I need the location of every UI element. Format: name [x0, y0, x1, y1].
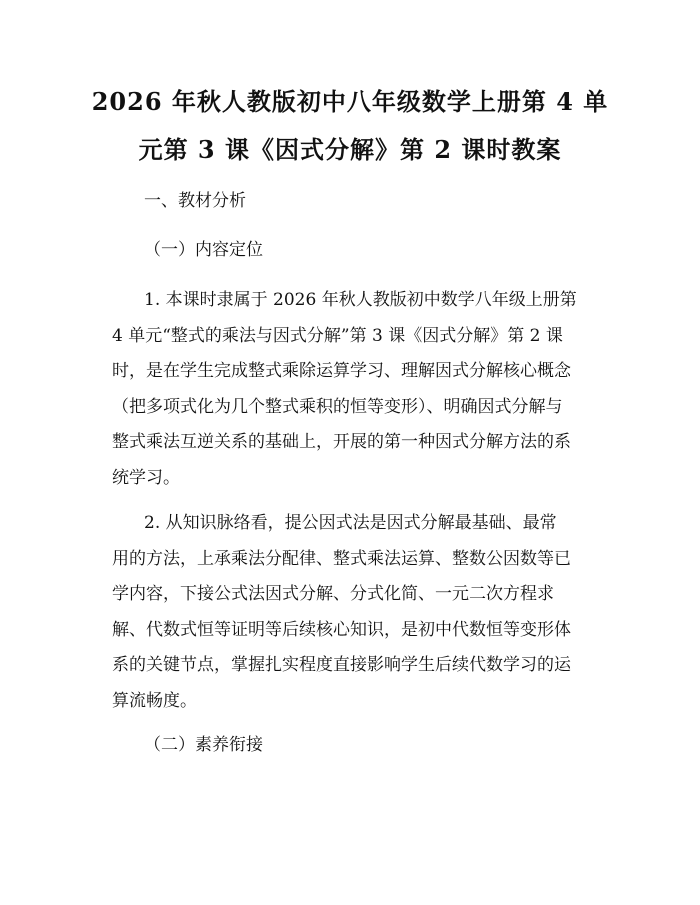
paragraph-line: 1. 本课时隶属于 2026 年秋人教版初中数学八年级上册第	[144, 290, 577, 310]
paragraph-line: （把多项式化为几个整式乘积的恒等变形）、明确因式分解与	[112, 396, 563, 417]
subsection-heading-competency-link: （二）素养衔接	[144, 735, 263, 755]
paragraph-knowledge-context	[112, 506, 604, 720]
document-title-line-1: 2026 年秋人教版初中八年级数学上册第 4 单	[91, 87, 609, 116]
section-heading-textbook-analysis: 一、教材分析	[144, 191, 246, 211]
document-title-line-2: 元第 3 课《因式分解》第 2 课时教案	[138, 135, 562, 164]
paragraph-line: 2. 从知识脉络看，提公因式法是因式分解最基础、最常	[144, 513, 557, 533]
subsection-heading-content-positioning: （一）内容定位	[144, 240, 263, 260]
paragraph-line: 4 单元“整式的乘法与因式分解”第 3 课《因式分解》第 2 课	[112, 325, 563, 346]
paragraph-line: 算流畅度。	[112, 690, 197, 711]
paragraph-line: 统学习。	[112, 467, 180, 488]
paragraph-line: 时，是在学生完成整式乘除运算学习、理解因式分解核心概念	[112, 361, 571, 382]
paragraph-line: 学内容，下接公式法因式分解、分式化简、一元二次方程求	[112, 584, 554, 605]
paragraph-content-positioning	[112, 283, 604, 497]
paragraph-line: 系的关键节点，掌握扎实程度直接影响学生后续代数学习的运	[112, 655, 571, 676]
paragraph-line: 用的方法，上承乘法分配律、整式乘法运算、整数公因数等已	[112, 548, 571, 569]
paragraph-line: 解、代数式恒等证明等后续核心知识，是初中代数恒等变形体	[112, 619, 571, 640]
paragraph-line: 整式乘法互逆关系的基础上，开展的第一种因式分解方法的系	[112, 432, 571, 453]
